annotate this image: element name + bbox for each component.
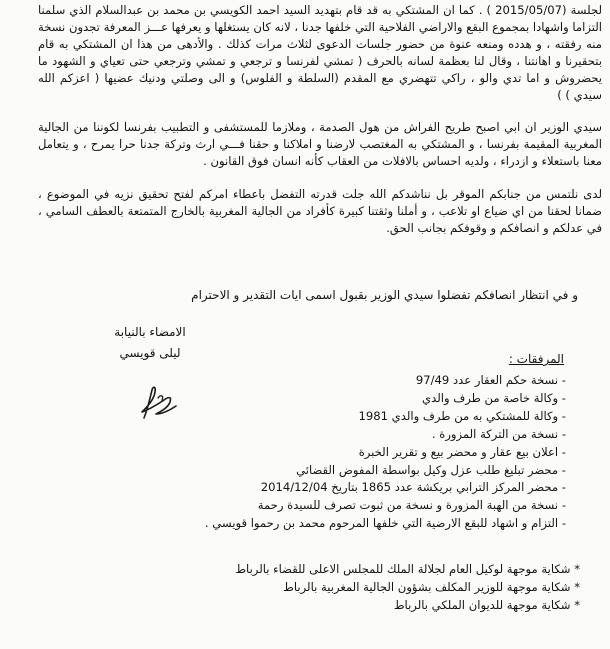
attachment-item: - نسخة من التركة المزورة . bbox=[431, 426, 566, 441]
signer-name: ليلى قويسي bbox=[119, 346, 181, 360]
attachment-item: - وكالة خاصة من طرف والدي bbox=[422, 390, 566, 405]
attachment-item: - محضر تبليغ طلب عزل وكيل بواسطة المفوض القضائي bbox=[296, 462, 566, 477]
attachments-title: المرفقات : bbox=[508, 352, 564, 366]
attachment-item: - اعلان بيع عقار و محضر بيع و تقرير الخبرة bbox=[358, 444, 566, 459]
signature-title: الامضاء بالنيابة bbox=[114, 325, 186, 339]
copy-item: * شكاية موجهة لوكيل العام لجلالة الملك للمجلس الاعلى للقضاء بالرباط bbox=[235, 562, 580, 576]
attachment-item: - التزام و اشهاد للبقع الارضية التي خلفها المرحوم محمد بن رحموا قويسي . bbox=[204, 516, 566, 531]
copy-item: * شكاية موجهة للوزير المكلف بشؤون الجالية المغربية بالرباط bbox=[283, 580, 580, 594]
attachment-item: - وكالة للمشتكي به من طرف والدي 1981 bbox=[358, 408, 566, 423]
copies-list bbox=[200, 560, 580, 614]
attachments-list bbox=[200, 372, 566, 533]
copy-item: * شكاية موجهة للديوان الملكي بالرباط bbox=[393, 598, 580, 612]
paragraph-father: سيدي الوزير ان ابي اصبح طريح الفراش من هول الصدمة ، وملازما للمستشفى و التطبيب بفرنسا لكوننا من الجالية المغربية المقيمة بفرنسا ، و المشتكي به المغتصب لارضنا و املاكنا و حقنا فـــي ارث وتركة جدنا حرا يمرح ، و يتعامل معنا باستعلاء و ازدراء ، ولديه احساس بالافلات من العقاب كأنه انسان فوق القانون . bbox=[38, 120, 602, 169]
paragraph-threat: لجلسة (2015/05/07 ) . كما ان المشتكي به قد قام بتهديد السيد احمد الكويسي بن محمد بن عبدالسلام الذي سلمنا التزاما واشهادا بمجموع البقع والاراضي الفلاحية التي خلفها جدنا ، لانه كان يستغلها و يعرفها عـــز المعرفة تجدون نسخة منه رفقته ، و هدده ومنعه عنوة من حضور جلسات الدعوى لثلاث مرات كذلك . والأدهى من هذا ان المشتكي به قام بتحقيرنا و اهانتنا ، وقال لنا بعظمة لسانه بالحرف ( تمشي لفرنسا و ترجعي و تمشي وترجعي حتى تعياي و الشهود ما يحضروش و اما تدي والو ، راكي تتهضري مع المقدم (السلطة و الفلوس) و الى وصلتي ودنيك عضيها ( اعزكم الله سيدي ) ) bbox=[38, 3, 603, 102]
paragraph-request: لدى نلتمس من جنابكم الموقر بل نناشدكم الله جلت قدرته التفضل باعطاء امركم لفتح تحقيق نزيه في الموضوع ، ضمانا لحقنا من اي ضياع او تلاعب ، و أملنا وثقتنا كبيرة كأفراد من الجالية المغربية بالخارج المتمتعة بالعطف السامي ، في عدلكم و انصافكم و وقوفكم بجانب الحق. bbox=[38, 187, 602, 235]
letter-body bbox=[38, 2, 602, 243]
attachment-item: - نسخة من الهبة المزورة و نسخة من ثبوت تصرف للسيدة رحمة bbox=[257, 498, 566, 513]
closing-line: و في انتظار انصافكم تفضلوا سيدي الوزير بقبول اسمى ايات التقدير و الاحترام bbox=[191, 288, 578, 302]
attachment-item: - نسخة حكم العقار عدد 97/49 bbox=[415, 373, 566, 387]
attachment-item: - محضر المركز الترابي بريكشة عدد 1865 بتاريخ 2014/12/04 bbox=[260, 480, 566, 495]
handwritten-signature bbox=[134, 378, 182, 426]
signature-block bbox=[90, 322, 210, 364]
